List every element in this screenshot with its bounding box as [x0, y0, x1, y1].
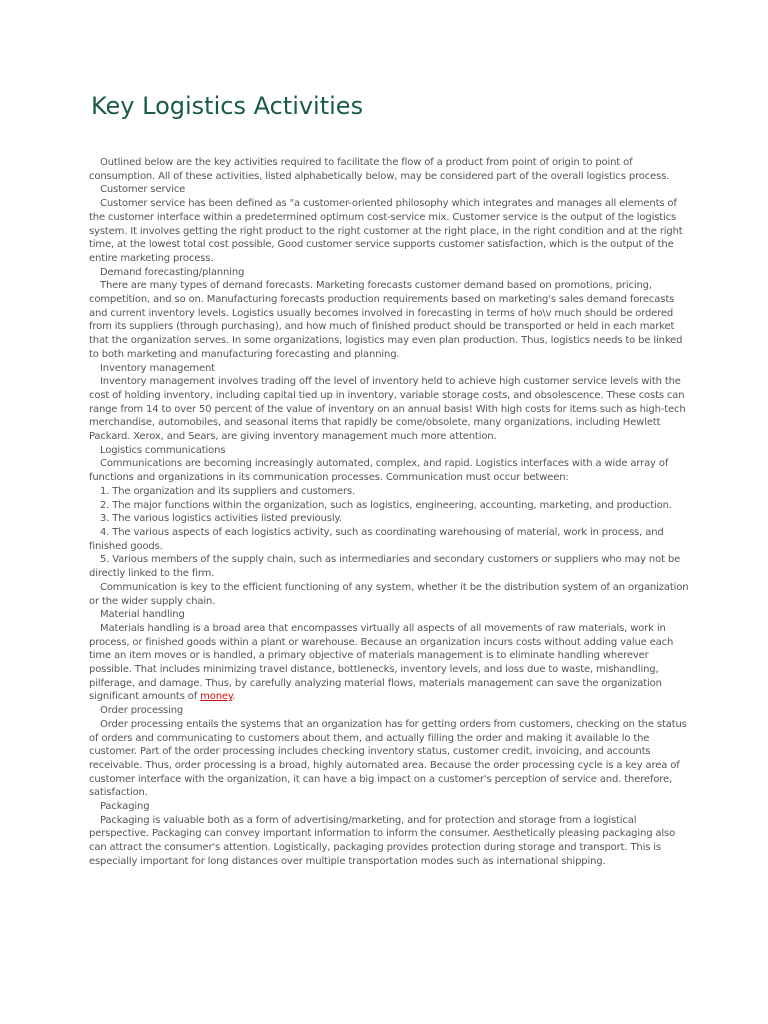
- list-item: 2. The major functions within the organization, such as logistics, engineering, accounting, marketing, and production.: [100, 499, 672, 511]
- section-heading-demand-forecasting: Demand forecasting/planning: [100, 266, 245, 278]
- page-title: Key Logistics Activities: [91, 92, 364, 120]
- section-heading-packaging: Packaging: [100, 801, 150, 813]
- material-handling-text: Materials handling is a broad area that encompasses virtually all aspects of all movements of raw materials, work in process, or finished goods within a plant or warehouse. Because an organization incurs costs without adding value each time an item moves or is handled, a primary objective of materials management is to eliminate handling wherever possible. That includes minimizing travel distance, bottlenecks, inventory levels, and loss due to waste, mishandling, pilferage, and damage. Thus, by carefully analyzing material flows, materials management can save the organization significant amounts of: [89, 622, 674, 703]
- section-text-material-handling: [89, 622, 689, 704]
- section-text-logistics-communications: Communications are becoming increasingly automated, complex, and rapid. Logistics interfaces with a wide array of functions and organizations in its communication processes. Communication must occur between:: [89, 458, 669, 484]
- section-text-order-processing: Order processing entails the systems that an organization has for getting orders from customers, checking on the status of orders and communicating to customers about them, and actually filling the order and making it available lo the customer. Part of the order processing includes checking inventory status, customer credit, invoicing, and accounts receivable. Thus, order processing is a broad, highly automated area. Because the order processing cycle is a key area of customer interface with the organization, it can have a big impact on a customer's perception of service and. therefore, satisfaction.: [89, 718, 687, 799]
- list-item: 5. Various members of the supply chain, such as intermediaries and secondary customers or suppliers who may not be directly linked to the firm.: [89, 554, 681, 580]
- section-heading-inventory-management: Inventory management: [100, 362, 215, 374]
- comm-closing-paragraph: Communication is key to the efficient functioning of any system, whether it be the distribution system of an organization or the wider supply chain.: [89, 581, 689, 607]
- section-heading-material-handling: Material handling: [100, 609, 185, 621]
- section-text-customer-service: Customer service has been defined as "a customer-oriented philosophy which integrates and manages all elements of the customer interface within a predetermined optimum cost-service mix. Customer service is the output of the logistics system. It involves getting the right product to the right customer at the right place, in the right condition and at the right time, at the lowest total cost possible, Good customer service supports customer satisfaction, which is the output of the entire marketing process.: [89, 198, 683, 264]
- material-handling-end: .: [232, 691, 236, 703]
- document-body: [89, 156, 689, 869]
- intro-paragraph: Outlined below are the key activities required to facilitate the flow of a product from point of origin to point of consumption. All of these activities, listed alphabetically below, may be considered part of the overall logistics process.: [89, 157, 670, 182]
- section-text-inventory-management: Inventory management involves trading off the level of inventory held to achieve high customer service levels with the cost of holding inventory, including capital tied up in inventory, variable storage costs, and obsolescence. These costs can range from 14 to over 50 percent of the value of inventory on an annual basis! With high costs for items such as high-tech merchandise, automobiles, and seasonal items that rapidly be come/obsolete, many organizations, including Hewlett Packard. Xerox, and Sears, are giving inventory management much more attention.: [89, 376, 686, 443]
- list-item: 4. The various aspects of each logistics activity, such as coordinating warehousing of material, work in process, and finished goods.: [89, 526, 664, 552]
- list-item: 1. The organization and its suppliers and customers.: [100, 485, 356, 497]
- section-heading-order-processing: Order processing: [100, 705, 184, 717]
- section-heading-logistics-communications: Logistics communications: [100, 444, 226, 456]
- money-link[interactable]: money: [200, 691, 233, 703]
- section-text-packaging: Packaging is valuable both as a form of advertising/marketing, and for protection and storage from a logistical perspective. Packaging can convey important information to inform the consumer. Aesthetically pleasing packaging also can attract the consumer's attention. Logistically, packaging provides protection during storage and transport. This is especially important for long distances over multiple transportation modes such as international shipping.: [89, 814, 676, 867]
- list-item: 3. The various logistics activities listed previously.: [100, 513, 342, 525]
- section-heading-customer-service: Customer service: [100, 184, 186, 196]
- section-text-demand-forecasting: There are many types of demand forecasts. Marketing forecasts customer demand based on promotions, pricing, competition, and so on. Manufacturing forecasts production requirements based on marketing's sales demand forecasts and current inventory levels. Logistics usually becomes involved in forecasting in terms of ho\v much should be ordered from its suppliers (through purchasing), and how much of finished product should be transported or held in each market that the organization serves. In some organizations, logistics may even plan production. Thus, logistics needs to be linked to both marketing and manufacturing forecasting and planning.: [89, 280, 683, 360]
